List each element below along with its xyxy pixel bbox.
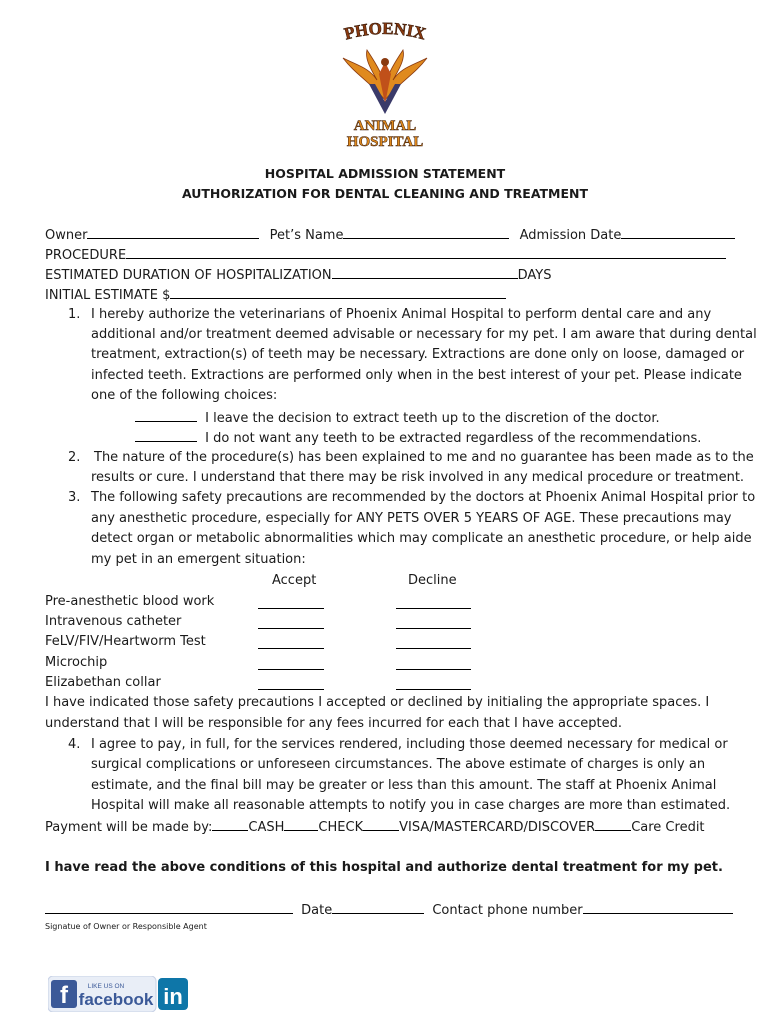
owner-line — [45, 224, 735, 246]
item-4-text-2: surgical complications or unforeseen circumstances. The above estimate of charges is only an — [91, 757, 706, 772]
owner-label: Owner — [45, 228, 88, 243]
item-2-text-1: The nature of the procedure(s) has been explained to me and no guarantee has been made as to the — [94, 450, 754, 465]
choice-1 — [135, 407, 660, 429]
phone-field[interactable] — [583, 899, 733, 914]
owner-field[interactable] — [87, 224, 259, 239]
cash-label: CASH — [248, 820, 285, 835]
signature-caption: Signatue of Owner or Responsible Agent — [45, 922, 207, 931]
item-1-text-3: treatment, extraction(s) of teeth may be necessary. Extractions are done only on loose, damaged or — [91, 347, 745, 362]
precaution-label-1: Pre-anesthetic blood work — [45, 594, 215, 609]
care-credit-label: Care Credit — [631, 820, 705, 835]
duration-line — [45, 264, 551, 286]
decline-header: Decline — [408, 573, 457, 588]
cards-field[interactable] — [363, 816, 399, 831]
pet-name-label: Pet’s Name — [269, 228, 344, 243]
decline-field-3[interactable] — [396, 634, 471, 649]
logo-line3: HOSPITAL — [346, 134, 424, 150]
cards-label: VISA/MASTERCARD/DISCOVER — [399, 820, 596, 835]
admission-date-field[interactable] — [621, 224, 735, 239]
choice-1-text: I leave the decision to extract teeth up to the discretion of the doctor. — [205, 411, 660, 426]
procedure-label: PROCEDURE — [45, 248, 127, 263]
check-field[interactable] — [284, 816, 318, 831]
phoenix-logo — [325, 22, 445, 150]
facebook-text: facebook — [78, 990, 154, 1009]
item-2-text-2: results or cure. I understand that there may be risk involved in any medical procedure or treatment. — [91, 470, 745, 485]
decline-field-1[interactable] — [396, 594, 471, 609]
facebook-linkedin-badge[interactable] — [48, 976, 190, 1012]
payment-line — [45, 816, 705, 838]
procedure-line — [45, 244, 726, 266]
logo-line2: ANIMAL — [353, 118, 417, 134]
decline-field-5[interactable] — [396, 675, 471, 690]
choice-2-field[interactable] — [135, 427, 197, 442]
logo-line1: PHOENIX — [342, 22, 428, 44]
days-label: DAYS — [517, 268, 552, 283]
decline-field-2[interactable] — [396, 614, 471, 629]
item-4-text-3: estimate, and the final bill may be greater or less than this amount. The staff at Phoenix Animal — [91, 778, 717, 793]
precaution-label-3: FeLV/FIV/Heartworm Test — [45, 634, 206, 649]
duration-field[interactable] — [332, 264, 518, 279]
choice-2-text: I do not want any teeth to be extracted regardless of the recommendations. — [205, 431, 702, 446]
linkedin-text: in — [163, 984, 183, 1009]
accept-field-2[interactable] — [258, 614, 324, 629]
item-3-number: 3. — [68, 490, 81, 505]
estimate-label: INITIAL ESTIMATE $ — [45, 288, 171, 303]
decline-field-4[interactable] — [396, 655, 471, 670]
precaution-label-4: Microchip — [45, 655, 108, 670]
admission-date-label: Admission Date — [519, 228, 622, 243]
item-1-number: 1. — [68, 307, 81, 322]
care-credit-field[interactable] — [595, 816, 631, 831]
item-1-text-5: one of the following choices: — [91, 388, 278, 403]
precaution-label-5: Elizabethan collar — [45, 675, 161, 690]
after-table-text-1: I have indicated those safety precautions I accepted or declined by initialing the appropriate spaces. I — [45, 695, 710, 710]
item-1-text-4: infected teeth. Extractions are performed only when in the best interest of your pet. Please indicate — [91, 368, 742, 383]
check-label: CHECK — [318, 820, 364, 835]
date-field[interactable] — [332, 899, 424, 914]
item-4-text-4: Hospital will make all reasonable attempts to notify you in case charges are more than estimated. — [91, 798, 731, 813]
pet-name-field[interactable] — [343, 224, 509, 239]
procedure-field[interactable] — [126, 244, 726, 259]
signature-field[interactable] — [45, 899, 293, 914]
estimate-line — [45, 284, 506, 306]
like-us-on-text: LIKE US ON — [87, 983, 125, 990]
accept-field-4[interactable] — [258, 655, 324, 670]
payment-label: Payment will be made by: — [45, 820, 213, 835]
item-1-text-2: additional and/or treatment deemed advisable or necessary for my pet. I am aware that during dental — [91, 327, 757, 342]
svg-text:f: f — [60, 982, 68, 1009]
item-3-text-3: detect organ or metabolic abnormalities which may complicate an anesthetic procedure, or help aide — [91, 531, 752, 546]
estimate-field[interactable] — [170, 284, 506, 299]
accept-field-5[interactable] — [258, 675, 324, 690]
choice-1-field[interactable] — [135, 407, 197, 422]
item-3-text-2: any anesthetic procedure, especially for ANY PETS OVER 5 YEARS OF AGE. These precautions may — [91, 511, 732, 526]
title-admission: HOSPITAL ADMISSION STATEMENT — [264, 166, 506, 181]
after-table-text-2: understand that I will be responsible for any fees incurred for each that I have accepted. — [45, 716, 622, 731]
accept-field-1[interactable] — [258, 594, 324, 609]
cash-field[interactable] — [212, 816, 248, 831]
authorization-statement: I have read the above conditions of this hospital and authorize dental treatment for my pet. — [45, 860, 723, 875]
item-3-text-4: my pet in an emergent situation: — [91, 552, 306, 567]
item-1-text-1: I hereby authorize the veterinarians of Phoenix Animal Hospital to perform dental care and any — [91, 307, 712, 322]
item-4-number: 4. — [68, 737, 81, 752]
svg-text:PHOENIX — [342, 22, 428, 44]
choice-2 — [135, 427, 701, 449]
item-2-number: 2. — [68, 450, 81, 465]
item-4-text-1: I agree to pay, in full, for the services rendered, including those deemed necessary for medical or — [91, 737, 728, 752]
accept-header: Accept — [272, 573, 317, 588]
precaution-label-2: Intravenous catheter — [45, 614, 182, 629]
item-3-text-1: The following safety precautions are recommended by the doctors at Phoenix Animal Hospital prior to — [91, 490, 756, 505]
duration-label: ESTIMATED DURATION OF HOSPITALIZATION — [45, 268, 332, 283]
phone-label: Contact phone number — [432, 903, 583, 918]
accept-field-3[interactable] — [258, 634, 324, 649]
date-label: Date — [301, 903, 333, 918]
title-authorization: AUTHORIZATION FOR DENTAL CLEANING AND TREATMENT — [181, 186, 589, 201]
